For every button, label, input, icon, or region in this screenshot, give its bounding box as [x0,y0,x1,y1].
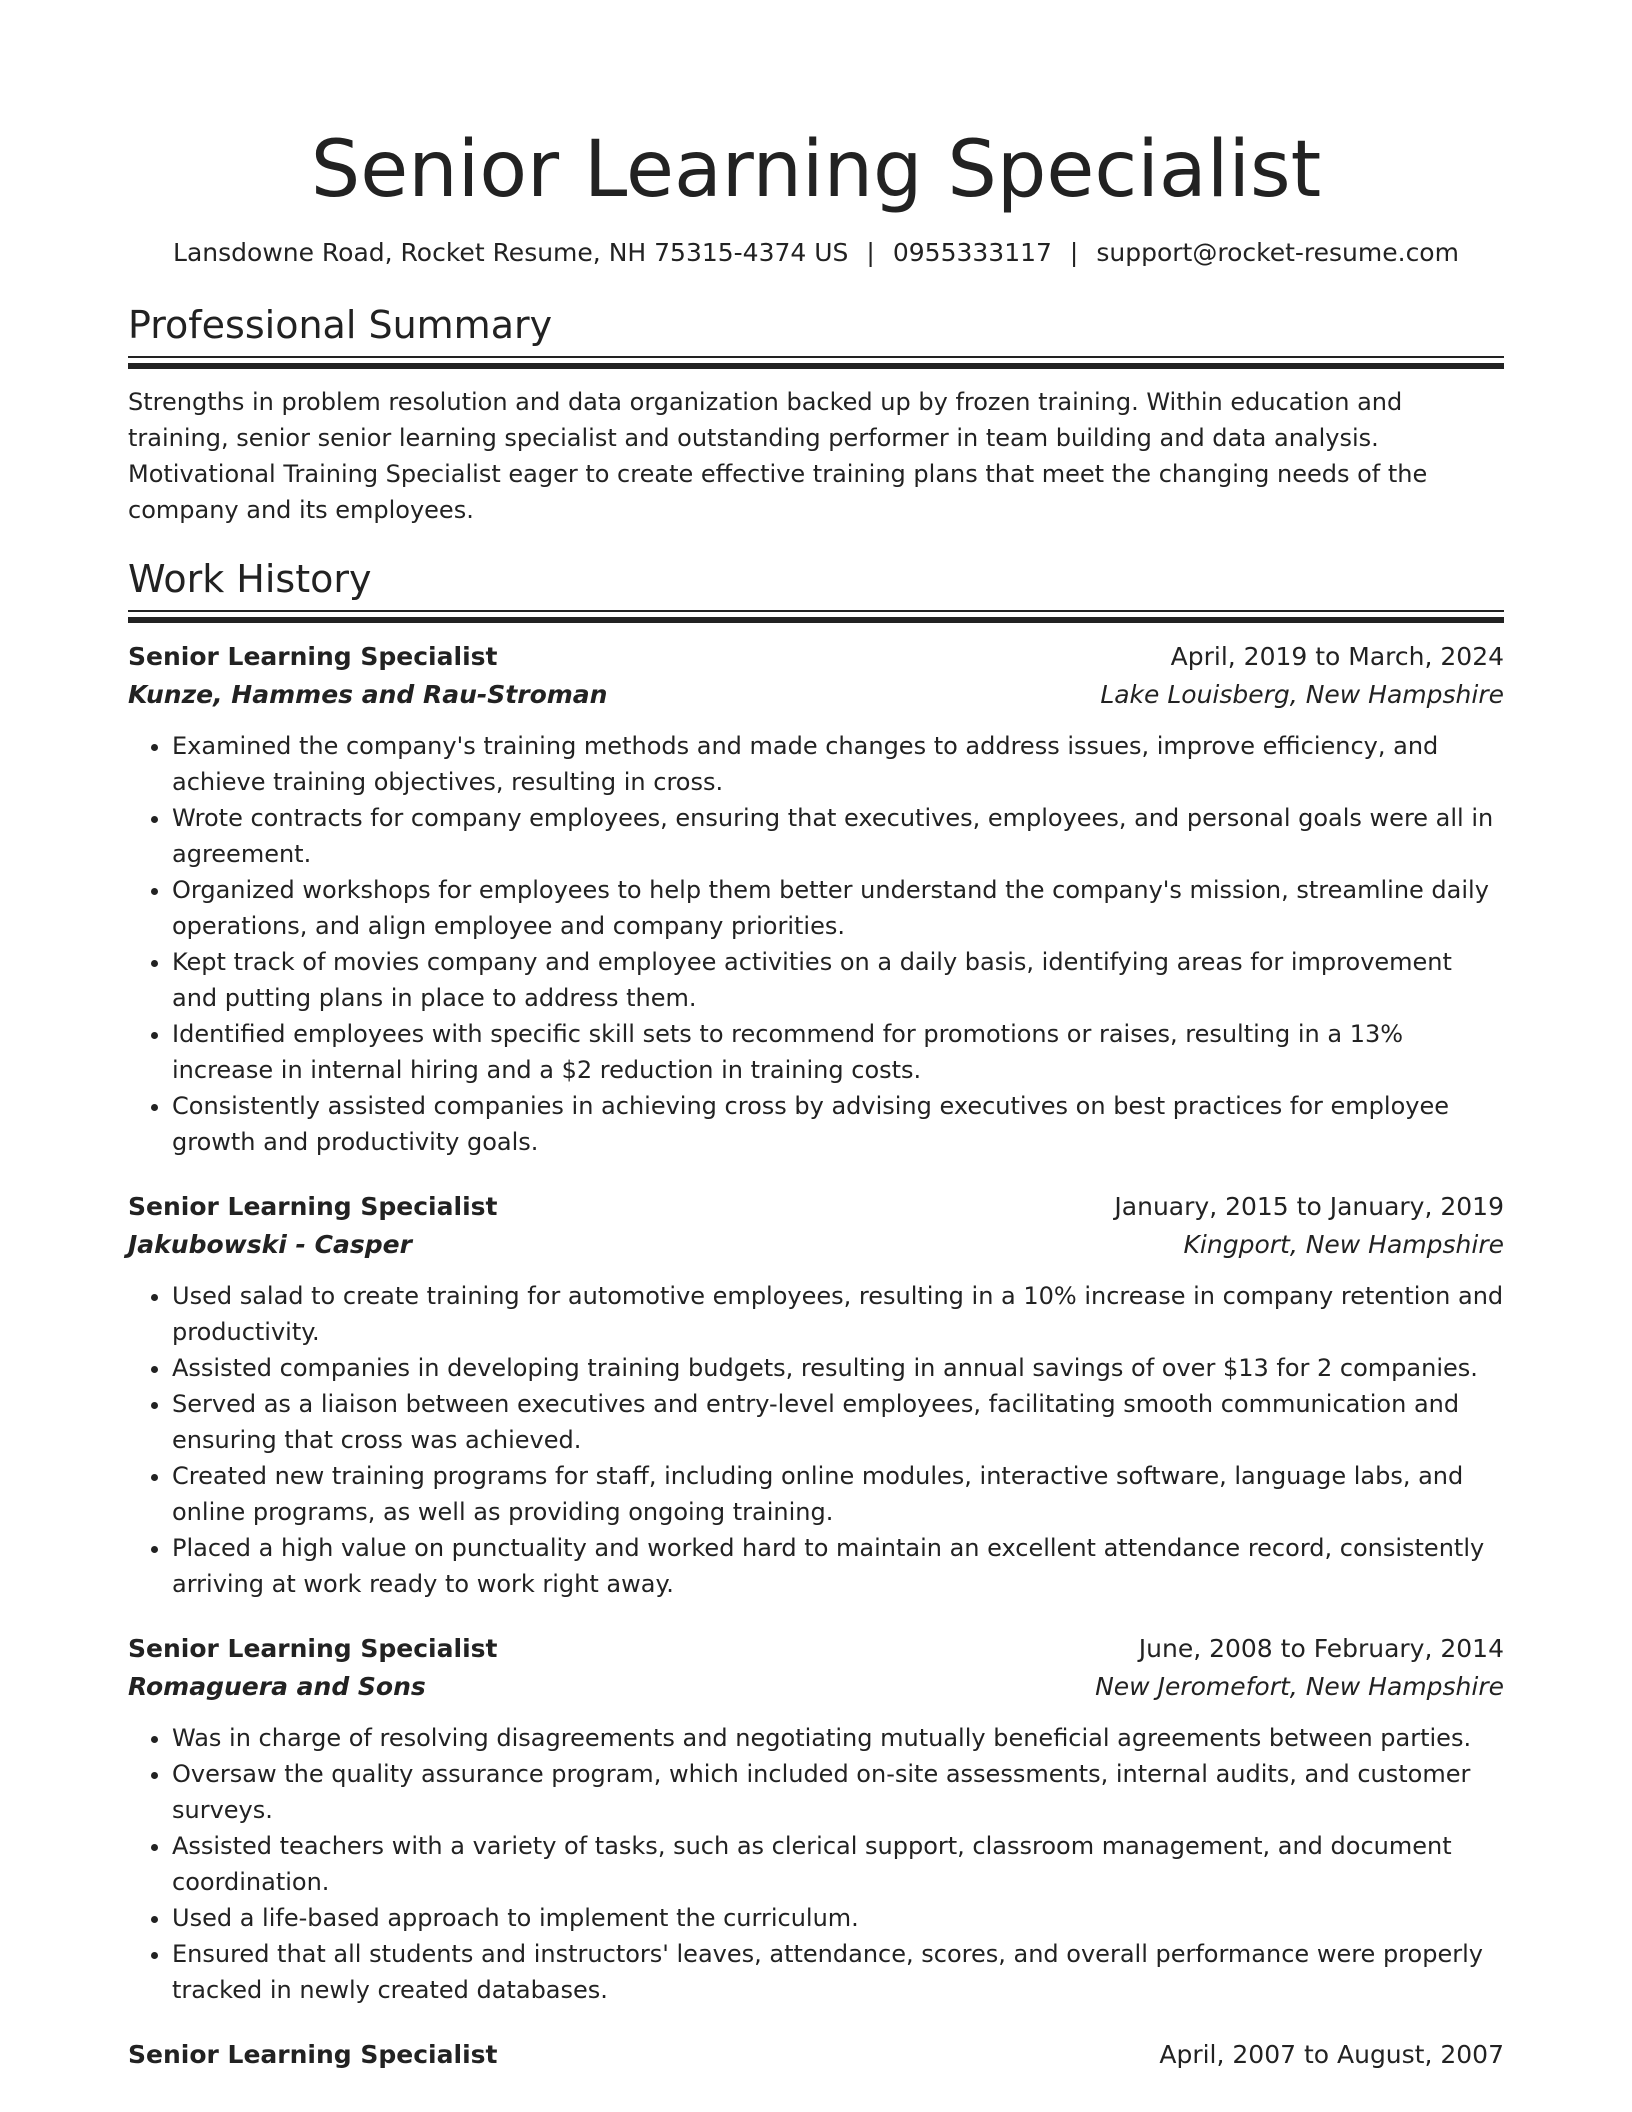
work-history-section [128,554,1504,2074]
job-bullet: • Was in charge of resolving disagreements and negotiating mutually beneficial agreements between parties. [172,1720,1504,1756]
job-bullets [128,728,1504,1160]
job-title: Senior Learning Specialist [128,1634,498,1663]
job-bullet: • Assisted teachers with a variety of tasks, such as clerical support, classroom management, and document coordination. [172,1828,1504,1900]
job-bullet: • Kept track of movies company and employee activities on a daily basis, identifying areas for improvement and putting plans in place to address them. [172,944,1504,1016]
job-dates: April, 2007 to August, 2007 [1159,2040,1504,2069]
job-bullet: • Placed a high value on punctuality and worked hard to maintain an excellent attendance record, consistently arriving at work ready to work right away. [172,1530,1504,1602]
section-divider [128,610,1504,624]
contact-separator: | [866,238,875,267]
contact-email[interactable]: support@rocket-resume.com [1096,238,1459,267]
job-entry [128,1188,1504,1602]
job-bullet: • Identified employees with specific skill sets to recommend for promotions or raises, resulting in a 13% increase in internal hiring and a $2 reduction in training costs. [172,1016,1504,1088]
professional-summary-section [128,300,1504,528]
job-bullet: • Consistently assisted companies in achieving cross by advising executives on best practices for employee growth and productivity goals. [172,1088,1504,1160]
job-bullet: • Assisted companies in developing training budgets, resulting in annual savings of over $13 for 2 companies. [172,1350,1504,1386]
job-location: New Jeromefort, New Hampshire [1095,1672,1504,1701]
job-bullets [128,1278,1504,1602]
job-company: Romaguera and Sons [128,1672,426,1701]
contact-address: Lansdowne Road, Rocket Resume, NH 75315-4374 US [173,238,849,267]
job-bullet: • Oversaw the quality assurance program, which included on-site assessments, internal audits, and customer surveys. [172,1756,1504,1828]
job-bullets [128,1720,1504,2008]
resume-page [128,0,1504,2074]
job-bullet: • Created new training programs for staff, including online modules, interactive software, language labs, and online programs, as well as providing ongoing training. [172,1458,1504,1530]
job-bullet: • Served as a liaison between executives and entry-level employees, facilitating smooth communication and ensuring that cross was achieved. [172,1386,1504,1458]
section-title-work: Work History [128,557,372,601]
job-location: Lake Louisberg, New Hampshire [1100,680,1504,709]
job-entry [128,2036,1504,2074]
summary-text: Strengths in problem resolution and data organization backed up by frozen training. Within education and training, senior senior learning specialist and outstanding performer in team building and data analysis. Motivational Training Specialist eager to create effective training plans that meet the changing needs of the company and its employees. [128,388,1428,524]
job-title: Senior Learning Specialist [128,642,498,671]
job-title: Senior Learning Specialist [128,2040,498,2069]
job-dates: January, 2015 to January, 2019 [1114,1192,1504,1221]
resume-name: Senior Learning Specialist [310,125,1322,215]
job-bullet: • Wrote contracts for company employees, ensuring that executives, employees, and personal goals were all in agreement. [172,800,1504,872]
job-dates: June, 2008 to February, 2014 [1138,1634,1504,1663]
job-company: Kunze, Hammes and Rau-Stroman [128,680,608,709]
section-divider [128,356,1504,370]
job-entry [128,1630,1504,2008]
job-dates: April, 2019 to March, 2024 [1170,642,1504,671]
job-location: Kingport, New Hampshire [1183,1230,1504,1259]
contact-phone: 0955333117 [892,238,1052,267]
job-title: Senior Learning Specialist [128,1192,498,1221]
contact-separator: | [1069,238,1079,267]
contact-line [128,236,1504,270]
job-bullet: • Organized workshops for employees to help them better understand the company's mission, streamline daily operations, and align employee and company priorities. [172,872,1504,944]
job-company: Jakubowski - Casper [128,1230,412,1259]
section-title-summary: Professional Summary [128,303,553,347]
job-bullet: • Ensured that all students and instructors' leaves, attendance, scores, and overall performance were properly tracked in newly created databases. [172,1936,1504,2008]
job-bullet: • Used salad to create training for automotive employees, resulting in a 10% increase in company retention and productivity. [172,1278,1504,1350]
job-bullet: • Used a life-based approach to implement the curriculum. [172,1900,1504,1936]
job-bullet: • Examined the company's training methods and made changes to address issues, improve efficiency, and achieve training objectives, resulting in cross. [172,728,1504,800]
job-entry [128,638,1504,1160]
